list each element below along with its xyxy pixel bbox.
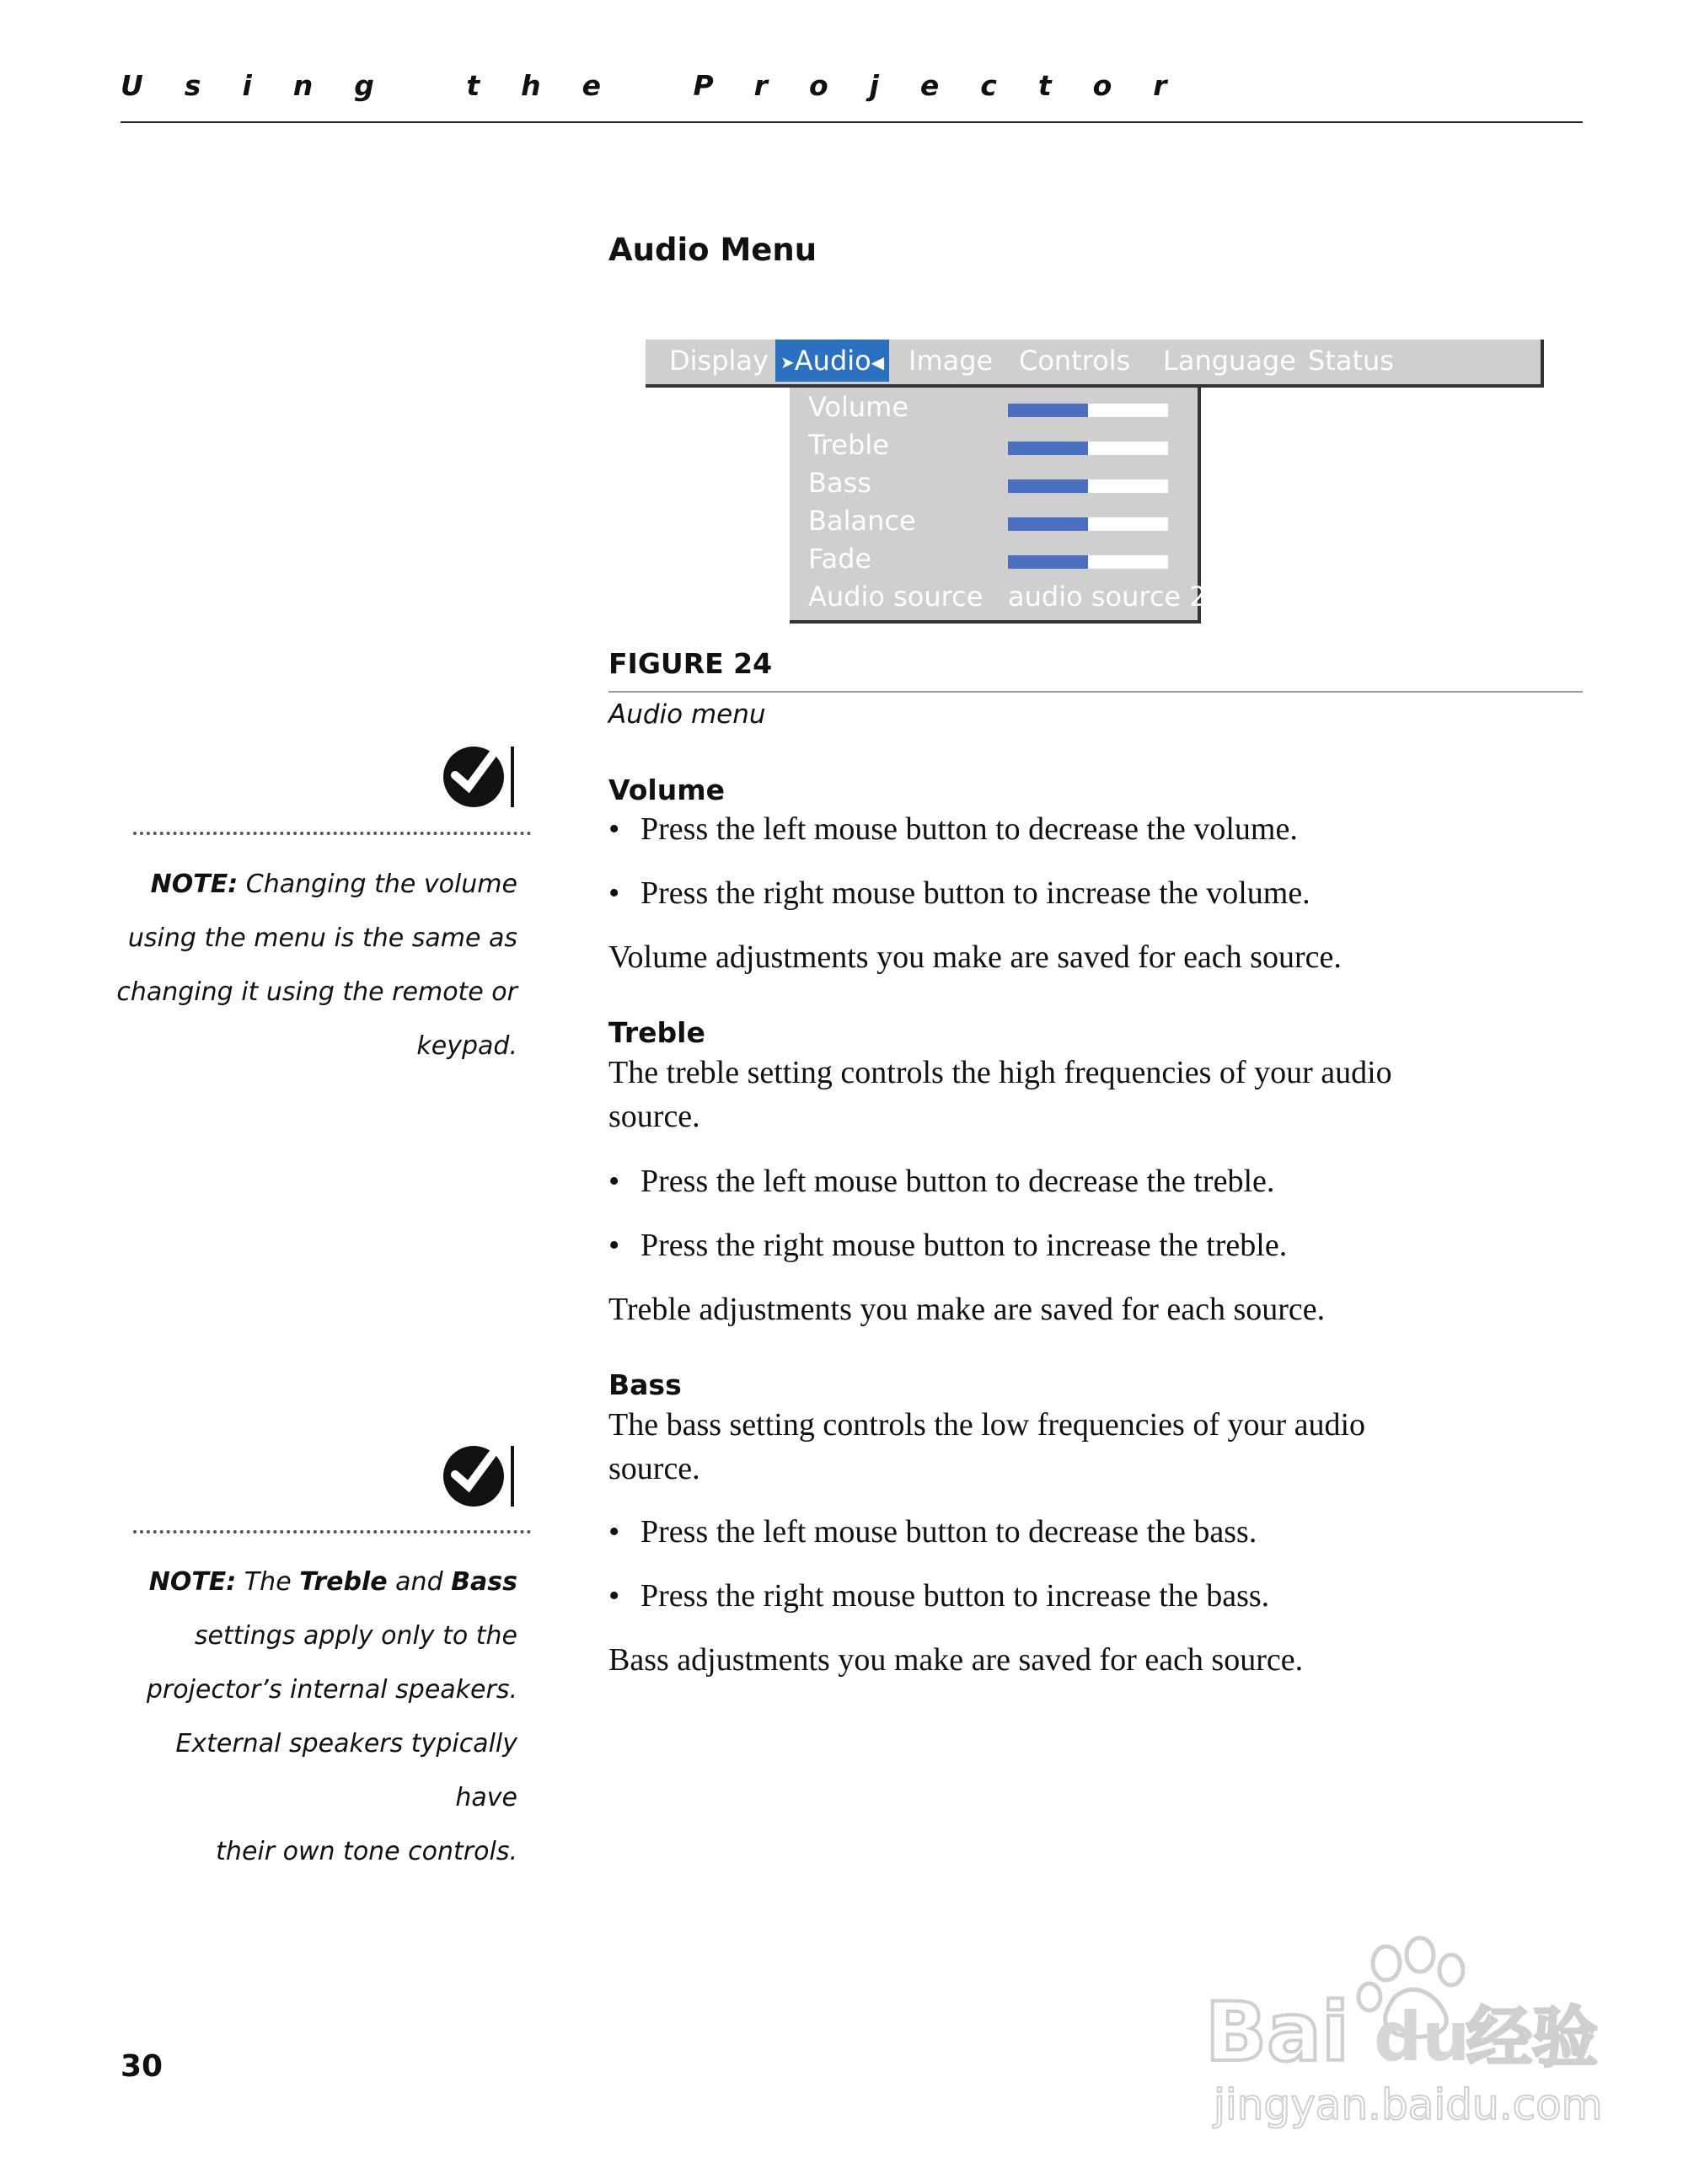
- menu-item-label: Audio source: [808, 581, 983, 613]
- section-title: Audio Menu: [608, 232, 817, 268]
- tab-controls[interactable]: Controls: [1019, 345, 1131, 377]
- tab-language[interactable]: Language: [1163, 345, 1296, 377]
- bass-closing: Bass adjustments you make are saved for each source.: [608, 1642, 1304, 1678]
- tab-image[interactable]: Image: [908, 345, 994, 377]
- osd-menu-bar: [646, 340, 1544, 388]
- note-divider: [133, 832, 531, 835]
- list-item: • Press the left mouse button to decrease the bass.: [608, 1514, 1257, 1550]
- slider-fill: [1008, 442, 1088, 455]
- left-arrow-icon: ◀: [871, 352, 885, 372]
- running-title: Using the Projector: [121, 69, 1209, 102]
- bass-slider[interactable]: [1008, 479, 1168, 493]
- volume-slider[interactable]: [1008, 404, 1168, 417]
- slider-fill: [1008, 404, 1088, 417]
- menu-item-audio-source[interactable]: [808, 581, 1207, 618]
- treble-intro-line1: The treble setting controls the high frequencies of your audio: [608, 1055, 1392, 1090]
- note-checkmark-icon: [443, 743, 516, 811]
- figure-caption: Audio menu: [608, 699, 766, 730]
- bass-intro-line2: source.: [608, 1451, 700, 1486]
- watermark-brand: Bai: [1205, 1985, 1349, 2080]
- audio-source-value[interactable]: audio source 2: [1008, 581, 1207, 613]
- volume-closing: Volume adjustments you make are saved for each source.: [608, 939, 1342, 975]
- menu-item-balance[interactable]: [808, 505, 1196, 542]
- menu-item-label: Bass: [808, 467, 871, 499]
- menu-item-treble[interactable]: [808, 429, 1196, 466]
- right-arrow-icon: ➤: [780, 352, 795, 372]
- treble-closing: Treble adjustments you make are saved for each source.: [608, 1292, 1326, 1327]
- treble-slider[interactable]: [1008, 442, 1168, 455]
- figure-rule: [608, 691, 1583, 693]
- list-item: • Press the right mouse button to increase the volume.: [608, 875, 1310, 911]
- note-divider: [133, 1530, 531, 1534]
- slider-fill: [1008, 517, 1088, 531]
- watermark-brand-du: du: [1374, 1998, 1471, 2076]
- note-treble-bass: NOTE: The Treble and Bass settings apply only to the projector’s internal speakers. External speakers typically have their own tone controls.: [146, 1567, 517, 1866]
- fade-slider[interactable]: [1008, 555, 1168, 569]
- tab-audio-label: Audio: [794, 345, 871, 377]
- menu-item-fade[interactable]: [808, 543, 1196, 580]
- menu-item-label: Volume: [808, 391, 909, 423]
- figure-label: FIGURE 24: [608, 647, 773, 680]
- slider-fill: [1008, 555, 1088, 569]
- note-volume: NOTE: Changing the volume using the menu is the same as changing it using the remote or keypad.: [116, 870, 517, 1061]
- menu-item-label: Fade: [808, 543, 872, 575]
- list-item: • Press the left mouse button to decrease the treble.: [608, 1164, 1275, 1199]
- balance-slider[interactable]: [1008, 517, 1168, 531]
- watermark-url: jingyan.baidu.com: [1214, 2080, 1603, 2129]
- menu-item-label: Balance: [808, 505, 916, 537]
- bass-intro-line1: The bass setting controls the low frequencies of your audio: [608, 1407, 1366, 1443]
- menu-item-bass[interactable]: [808, 467, 1196, 504]
- watermark-cn: 经验: [1466, 2000, 1599, 2076]
- running-header: [121, 69, 1583, 123]
- page-number: 30: [121, 2049, 163, 2084]
- note-checkmark-icon: [443, 1443, 516, 1510]
- slider-fill: [1008, 479, 1088, 493]
- volume-heading: Volume: [608, 774, 725, 806]
- audio-submenu: [790, 388, 1207, 624]
- bass-heading: Bass: [608, 1368, 682, 1401]
- tab-display[interactable]: Display: [669, 345, 769, 377]
- menu-item-volume[interactable]: [808, 391, 1196, 428]
- list-item: • Press the right mouse button to increase the treble.: [608, 1228, 1288, 1263]
- tab-audio[interactable]: [775, 340, 889, 382]
- menu-item-label: Treble: [808, 429, 889, 461]
- list-item: • Press the left mouse button to decrease the volume.: [608, 811, 1298, 847]
- treble-heading: Treble: [608, 1016, 705, 1049]
- treble-intro-line2: source.: [608, 1099, 700, 1134]
- list-item: • Press the right mouse button to increase the bass.: [608, 1578, 1270, 1614]
- tab-status[interactable]: Status: [1308, 345, 1394, 377]
- baidu-watermark-logo: [1205, 1930, 1610, 2132]
